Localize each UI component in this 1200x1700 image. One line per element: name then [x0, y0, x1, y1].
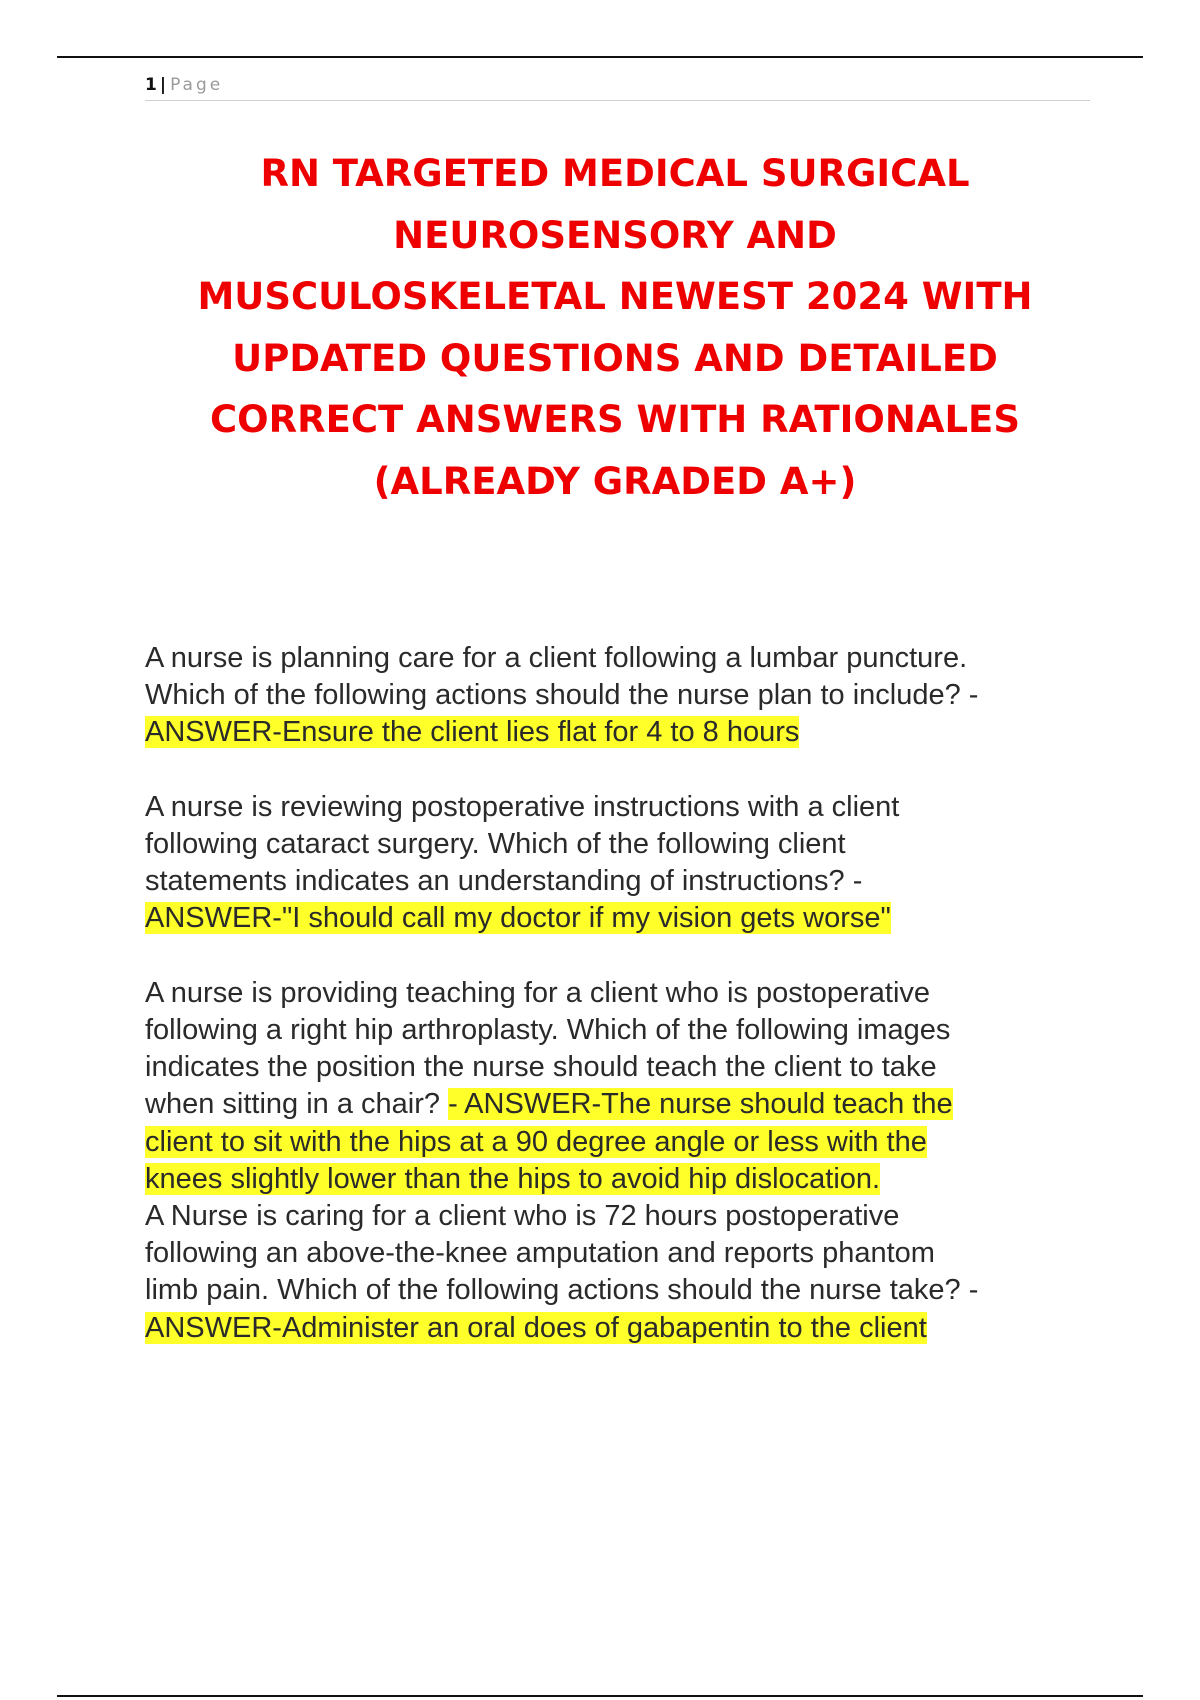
answer-line — [145, 1161, 1095, 1198]
question-line: indicates the position the nurse should teach the client to take — [145, 1051, 937, 1084]
page-header — [145, 74, 1090, 101]
qa-item-1 — [145, 640, 1095, 752]
title-line: MUSCULOSKELETAL NEWEST 2024 WITH — [197, 275, 1033, 318]
answer-highlight: - ANSWER-The nurse should teach the — [448, 1088, 953, 1121]
question-line: A nurse is reviewing postoperative instructions with a client — [145, 790, 900, 823]
title-line: RN TARGETED MEDICAL SURGICAL — [260, 152, 970, 195]
title-line: (ALREADY GRADED A+) — [373, 459, 857, 503]
question-line: following a right hip arthroplasty. Which of the following images — [145, 1014, 951, 1046]
question-line: statements indicates an understanding of instructions? - — [145, 865, 863, 898]
top-rule — [57, 56, 1143, 58]
answer-line — [145, 1124, 1095, 1161]
answer-line — [145, 1310, 1095, 1347]
answer-highlight: ANSWER-Ensure the client lies flat for 4 to 8 hours — [145, 716, 800, 749]
question-line: following cataract surgery. Which of the following client — [145, 828, 846, 860]
title-line: UPDATED QUESTIONS AND DETAILED — [232, 336, 998, 380]
document-title — [150, 143, 1080, 512]
mixed-line — [145, 1086, 1095, 1123]
title-line: CORRECT ANSWERS WITH RATIONALES — [210, 398, 1020, 441]
answer-highlight: ANSWER-"I should call my doctor if my vision gets worse" — [145, 902, 891, 935]
question-line: A nurse is providing teaching for a client who is postoperative — [145, 976, 931, 1009]
qa-list — [145, 640, 1095, 1347]
question-line: A nurse is planning care for a client following a lumbar puncture. — [145, 642, 968, 674]
bottom-rule — [57, 1695, 1143, 1697]
qa-item-2 — [145, 789, 1095, 938]
question-tail: when sitting in a chair? — [145, 1088, 449, 1121]
answer-highlight: knees slightly lower than the hips to avoid hip dislocation. — [145, 1162, 881, 1195]
title-line: NEUROSENSORY AND — [393, 213, 837, 257]
question-line: following an above-the-knee amputation and reports phantom — [145, 1237, 935, 1270]
page-number: 1 — [145, 75, 157, 95]
question-line: Which of the following actions should the nurse plan to include? - — [145, 679, 979, 712]
answer-highlight: ANSWER-Administer an oral does of gabapentin to the client — [145, 1311, 927, 1344]
question-line: A Nurse is caring for a client who is 72 hours postoperative — [145, 1200, 900, 1233]
question-line: limb pain. Which of the following actions should the nurse take? - — [145, 1274, 979, 1307]
page-word: Page — [170, 75, 224, 95]
answer-line — [145, 714, 1095, 751]
answer-line — [145, 900, 1095, 937]
qa-item-4 — [145, 1198, 1095, 1347]
answer-highlight: client to sit with the hips at a 90 degree angle or less with the — [145, 1125, 927, 1158]
page-separator: | — [159, 75, 167, 95]
qa-item-3 — [145, 975, 1095, 1198]
